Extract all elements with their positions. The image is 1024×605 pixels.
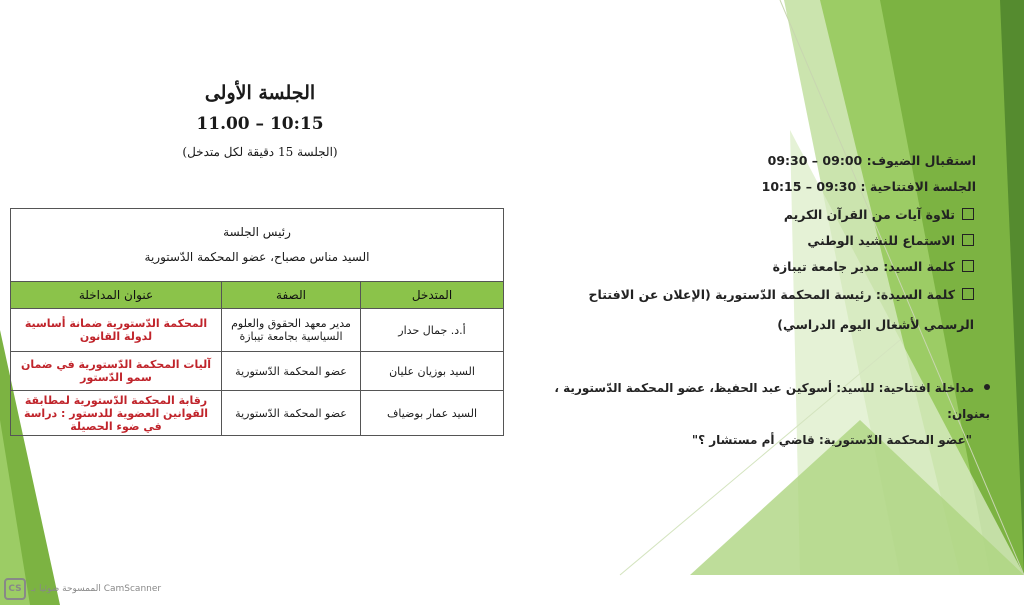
speaker-cell: السيد بوزيان عليان — [361, 352, 504, 391]
speaker-cell: السيد عمار بوضياف — [361, 391, 504, 436]
keynote-line-2: "عضو المحكمة الدّستورية: قاضي أم مستشار ؟" — [691, 433, 972, 447]
table-row — [11, 309, 504, 352]
keynote-line-1: مداخلة افتتاحية: للسيد: أسوكين عبد الحفيظ، عضو المحكمة الدّستورية ، بعنوان: — [554, 381, 990, 421]
session-table — [10, 208, 504, 436]
checkbox-icon — [962, 260, 974, 272]
list-item: تلاوة آيات من القرآن الكريم — [574, 202, 974, 228]
chair-row — [11, 209, 504, 282]
role-cell: عضو المحكمة الدّستورية — [222, 352, 361, 391]
table-header — [11, 282, 504, 309]
topic-cell: آليات المحكمة الدّستورية في ضمان سمو الدّستور — [11, 352, 222, 391]
session-time: 11.00 – 10:15 — [196, 114, 324, 134]
session-title: الجلسة الأولى — [204, 82, 316, 104]
checkbox-icon — [962, 288, 974, 300]
topic-cell: المحكمة الدّستورية ضمانة أساسية لدولة القانون — [11, 309, 222, 352]
chair-cell — [11, 209, 504, 282]
list-item: الاستماع للنشيد الوطني — [574, 228, 974, 254]
camscanner-logo-icon: CS — [4, 578, 26, 600]
header-speaker: المتدخل — [361, 282, 504, 309]
opening-items — [574, 202, 974, 340]
watermark-text: الممسوحة ضوئيا بـ CamScanner — [31, 584, 162, 594]
reception-line: استقبال الضيوف: 09:00 – 09:30 — [767, 153, 976, 168]
opening-line: الجلسة الافتتاحية : 09:30 – 10:15 — [761, 179, 976, 194]
session-note: (الجلسة 15 دقيقة لكل متدخل) — [182, 145, 338, 159]
chair-name: السيد مناس مصباح، عضو المحكمة الدّستورية — [144, 250, 370, 264]
checkbox-icon — [962, 234, 974, 246]
scanner-watermark — [4, 578, 161, 600]
keynote-block — [550, 375, 990, 453]
bullet-icon — [984, 384, 990, 390]
speaker-cell: أ.د. جمال حدار — [361, 309, 504, 352]
role-cell: مدير معهد الحقوق والعلوم السياسية بجامعة تيبازة — [222, 309, 361, 352]
role-cell: عضو المحكمة الدّستورية — [222, 391, 361, 436]
list-item: كلمة السيد: مدير جامعة تيبازة — [574, 254, 974, 280]
chair-label: رئيس الجلسة — [223, 225, 291, 239]
table-row — [11, 391, 504, 436]
checkbox-icon — [962, 208, 974, 220]
list-item: كلمة السيدة: رئيسة المحكمة الدّستورية (الإعلان عن الافتتاح الرسمي لأشغال اليوم الدراسي) — [588, 287, 974, 332]
program-block — [556, 148, 976, 200]
header-topic: عنوان المداخلة — [11, 282, 222, 309]
header-role: الصفة — [222, 282, 361, 309]
topic-cell: رقابة المحكمة الدّستورية لمطابقة القوانين العضوية للدستور : دراسة في ضوء الحصيلة — [11, 391, 222, 436]
table-row — [11, 352, 504, 391]
